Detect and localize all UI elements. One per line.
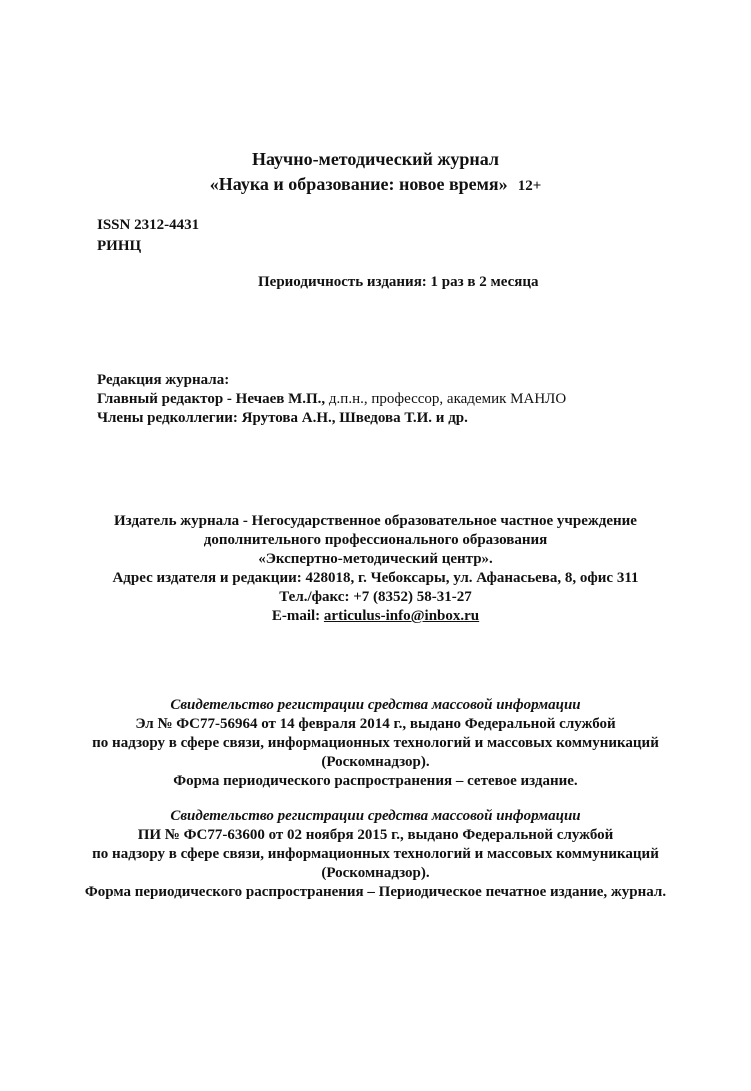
registration2-title: Свидетельство регистрации средства массовой информации	[170, 808, 581, 824]
registration1-title: Свидетельство регистрации средства массовой информации	[170, 697, 581, 713]
email-link[interactable]: articulus-info@inbox.ru	[323, 608, 480, 624]
journal-title-line1	[0, 147, 751, 171]
age-rating: 12+	[517, 178, 542, 194]
chief-editor-name: Главный редактор - Нечаев М.П.,	[97, 391, 326, 407]
editorial-board: Члены редколлегии: Ярутова А.Н., Шведова Т.И. и др.	[97, 410, 468, 426]
issn: ISSN 2312-4431	[97, 217, 200, 233]
registration2-line1: ПИ № ФС77-63600 от 02 ноября 2015 г., выдано Федеральной службой	[137, 827, 614, 843]
journal-title-line2	[0, 172, 751, 198]
rinc: РИНЦ	[97, 238, 142, 254]
registration2-line4: Форма периодического распространения – Периодическое печатное издание, журнал.	[84, 884, 667, 900]
publisher-address: Адрес издателя и редакции: 428018, г. Чебоксары, ул. Афанасьева, 8, офис 311	[112, 570, 639, 586]
registration2-line3: (Роскомнадзор).	[321, 865, 430, 881]
chief-editor-details: д.п.н., профессор, академик МАНЛО	[325, 391, 567, 407]
registration1-line2: по надзору в сфере связи, информационных технологий и массовых коммуникаций	[92, 735, 659, 751]
publisher-phone: Тел./факс: +7 (8352) 58-31-27	[279, 589, 472, 605]
journal-name: «Наука и образование: новое время»	[209, 174, 508, 194]
publisher-line1: Издатель журнала - Негосударственное образовательное частное учреждение	[114, 513, 637, 529]
publisher-line2: дополнительного профессионального образования	[203, 532, 548, 548]
email-label: E-mail:	[271, 608, 324, 624]
publisher-email-line	[0, 606, 751, 626]
registration2-line2: по надзору в сфере связи, информационных технологий и массовых коммуникаций	[92, 846, 659, 862]
publisher-line3: «Экспертно-методический центр».	[258, 551, 493, 567]
editorial-heading: Редакция журнала:	[97, 372, 230, 388]
registration1-line1: Эл № ФС77-56964 от 14 февраля 2014 г., выдано Федеральной службой	[135, 716, 616, 732]
journal-type: Научно-методический журнал	[251, 149, 500, 169]
periodicity: Периодичность издания: 1 раз в 2 месяца	[258, 274, 539, 290]
registration1-line4: Форма периодического распространения – сетевое издание.	[173, 773, 578, 789]
registration1-line3: (Роскомнадзор).	[321, 754, 430, 770]
chief-editor	[97, 389, 566, 409]
